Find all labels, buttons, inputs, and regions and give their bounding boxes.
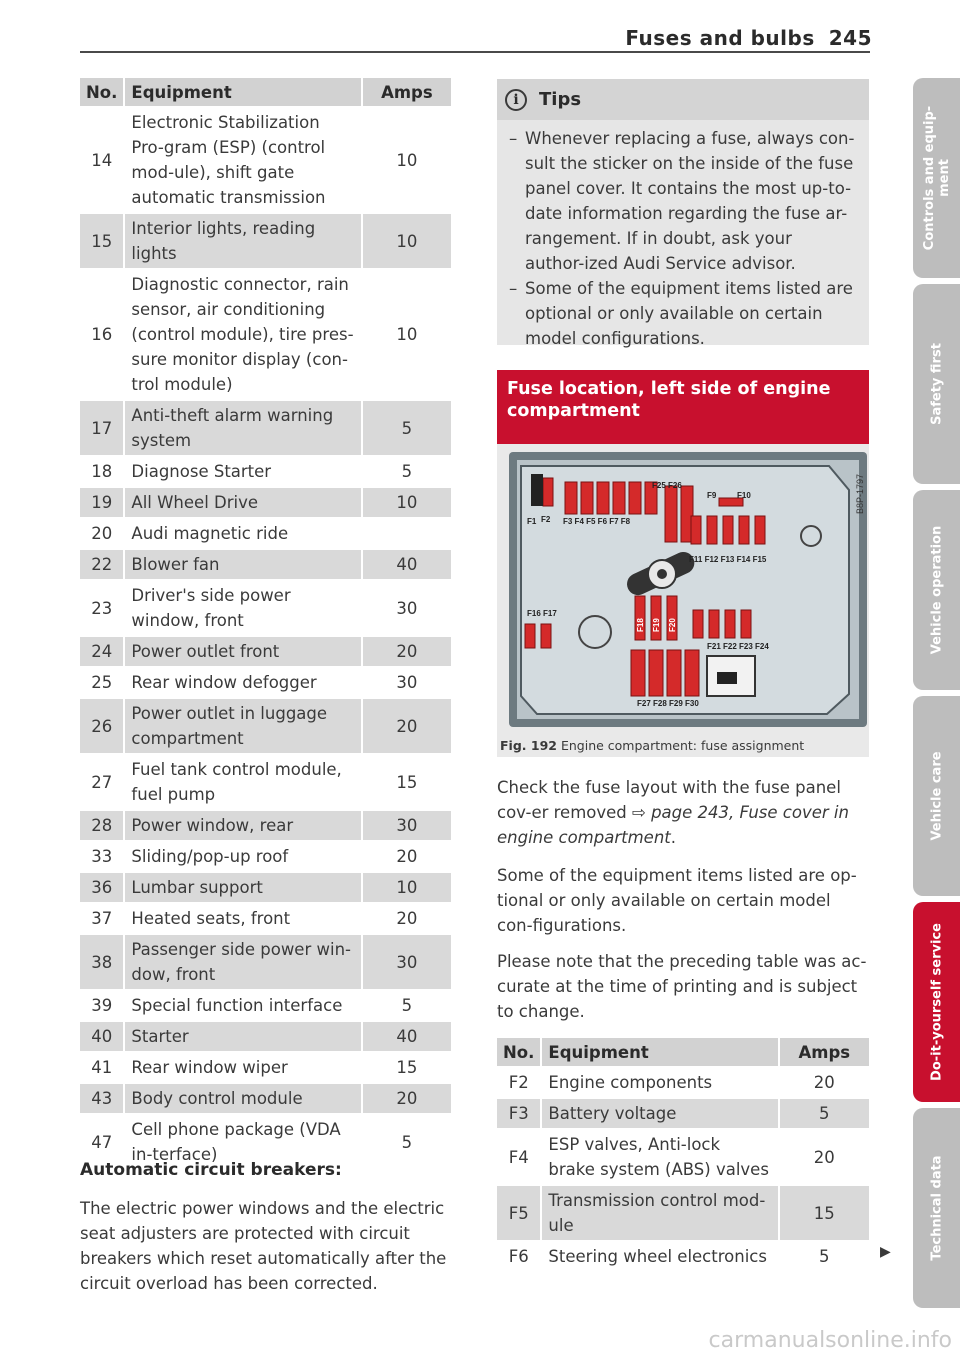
fuse-number: 24: [80, 637, 125, 668]
watermark: carmanualsonline.info: [708, 1328, 952, 1353]
fuse-amps: 5: [363, 401, 451, 457]
table-row: [80, 550, 451, 581]
page-number: 245: [828, 26, 872, 50]
fuse-equipment: Heated seats, front: [125, 904, 362, 935]
tab-controls[interactable]: [913, 78, 960, 278]
fuse-amps: 15: [363, 1053, 451, 1084]
tips-box: [497, 79, 869, 348]
fuse-number: F2: [497, 1068, 542, 1099]
info-icon: i: [505, 89, 527, 111]
table-row: [80, 935, 451, 991]
fuse-number: 18: [80, 457, 125, 488]
fuse-label: F2: [541, 515, 551, 524]
fuse-number: 27: [80, 755, 125, 811]
fuse-label: F20: [668, 618, 677, 632]
fuse-equipment: Starter: [125, 1022, 362, 1053]
fuse-amps: 15: [780, 1186, 869, 1242]
table-row: [80, 1053, 451, 1084]
table-row: [80, 668, 451, 699]
fuse-table-engine: [497, 1038, 869, 1273]
fuse-amps: 5: [363, 457, 451, 488]
fuse-equipment: Rear window defogger: [125, 668, 362, 699]
fuse-equipment: Engine components: [542, 1068, 779, 1099]
table-row: [80, 842, 451, 873]
fuse-equipment: Sliding/pop-up roof: [125, 842, 362, 873]
table-row: [80, 904, 451, 935]
fuse-number: 39: [80, 991, 125, 1022]
fuse-equipment: Fuel tank control module, fuel pump: [125, 755, 362, 811]
fuse-number: 19: [80, 488, 125, 519]
fuse-equipment: Anti-theft alarm warning system: [125, 401, 362, 457]
fuse-equipment: Blower fan: [125, 550, 362, 581]
table-row: [497, 1130, 869, 1186]
fuse-label: F21 F22 F23 F24: [707, 642, 769, 651]
fuse-equipment: Cell phone package (VDA in-terface): [125, 1115, 362, 1171]
fuse-equipment: Transmission control mod-ule: [542, 1186, 779, 1242]
table-row: [80, 811, 451, 842]
tab-vehicle-care[interactable]: [913, 696, 960, 896]
fuse-equipment: All Wheel Drive: [125, 488, 362, 519]
section-title: Fuse location, left side of engine compartment: [497, 370, 869, 444]
fuse-equipment: Rear window wiper: [125, 1053, 362, 1084]
fuse-amps: 30: [363, 581, 451, 637]
fuse-box-illustration: [497, 444, 869, 757]
fuse-number: 16: [80, 270, 125, 401]
fuse-equipment: Special function interface: [125, 991, 362, 1022]
tab-safety[interactable]: [913, 284, 960, 484]
column-header-amps: Amps: [780, 1038, 869, 1068]
fuse-number: 22: [80, 550, 125, 581]
fuse-equipment: Interior lights, reading lights: [125, 214, 362, 270]
header-rule: [80, 51, 870, 53]
fuse-label: F19: [652, 618, 661, 632]
fuse-amps: [363, 519, 451, 550]
tab-label: Do-it-yourself service: [929, 923, 944, 1081]
fuse-number: 36: [80, 873, 125, 904]
fuse-equipment: ESP valves, Anti-lock brake system (ABS) valves: [542, 1130, 779, 1186]
fuse-number: 41: [80, 1053, 125, 1084]
paragraph-fuse-layout: [497, 775, 869, 850]
fuse-number: 33: [80, 842, 125, 873]
fuse-label: F9: [707, 491, 717, 500]
fuse-number: 40: [80, 1022, 125, 1053]
fuse-amps: 20: [363, 904, 451, 935]
table-row: [80, 699, 451, 755]
continue-arrow-icon: ▶: [880, 1244, 891, 1260]
table-row: [80, 637, 451, 668]
fuse-number: 26: [80, 699, 125, 755]
fuse-number: 38: [80, 935, 125, 991]
table-row: [80, 519, 451, 550]
fuse-amps: 10: [363, 488, 451, 519]
tab-label: Technical data: [929, 1155, 944, 1261]
fuse-equipment: Battery voltage: [542, 1099, 779, 1130]
tab-label: Vehicle operation: [929, 525, 944, 655]
fuse-number: 20: [80, 519, 125, 550]
column-header-amps: Amps: [363, 78, 451, 108]
fuse-label: F1: [527, 517, 537, 526]
fuse-label: F27 F28 F29 F30: [637, 699, 699, 708]
table-row: [80, 1022, 451, 1053]
fuse-equipment: Driver's side power window, front: [125, 581, 362, 637]
fuse-amps: 20: [363, 1084, 451, 1115]
fuse-equipment: Diagnostic connector, rain sensor, air conditioning (control module), tire pres-sure monitor display (con-trol module): [125, 270, 362, 401]
fuse-label: F3 F4 F5 F6 F7 F8: [563, 517, 631, 526]
tips-list: [497, 120, 869, 351]
tips-item: – Whenever replacing a fuse, always con-sult the sticker on the inside of the fuse panel cover. It contains the most up-to-date information regarding the fuse ar-rangement. If in doubt, ask your author-ized Audi Service advisor.: [509, 126, 855, 276]
figure-number: Fig. 192: [500, 738, 557, 753]
fuse-amps: 20: [363, 637, 451, 668]
fuse-amps: 30: [363, 935, 451, 991]
fuse-equipment: Electronic Stabilization Pro-gram (ESP) (control mod-ule), shift gate automatic transmission: [125, 108, 362, 214]
fuse-amps: 15: [363, 755, 451, 811]
fuse-amps: 10: [363, 873, 451, 904]
column-header-no: No.: [497, 1038, 542, 1068]
fuse-amps: 5: [363, 991, 451, 1022]
table-row: [497, 1099, 869, 1130]
fuse-number: 23: [80, 581, 125, 637]
fuse-equipment: Lumbar support: [125, 873, 362, 904]
table-row: [80, 270, 451, 401]
fuse-number: F6: [497, 1242, 542, 1273]
fuse-label: F18: [636, 618, 645, 632]
fuse-amps: 5: [780, 1099, 869, 1130]
fuse-label: F16 F17: [527, 609, 557, 618]
table-row: [80, 214, 451, 270]
tab-vehicle-operation[interactable]: [913, 490, 960, 690]
table-row: [497, 1242, 869, 1273]
fuse-number: 25: [80, 668, 125, 699]
fuse-amps: 20: [780, 1068, 869, 1099]
fuse-table-main: [80, 78, 451, 1171]
fuse-number: 28: [80, 811, 125, 842]
fuse-equipment: Passenger side power win-dow, front: [125, 935, 362, 991]
paragraph-text: Check the fuse layout with the fuse panel cov-er removed: [497, 778, 841, 822]
table-row: [80, 457, 451, 488]
table-row: [80, 873, 451, 904]
table-row: [80, 401, 451, 457]
tab-do-it-yourself[interactable]: [913, 902, 960, 1102]
tab-label: Safety first: [929, 343, 944, 425]
fuse-number: 14: [80, 108, 125, 214]
table-row: [497, 1186, 869, 1242]
fuse-label: F25 F26: [652, 481, 682, 490]
fuse-amps: 10: [363, 214, 451, 270]
fuse-amps: 5: [780, 1242, 869, 1273]
fuse-equipment: Audi magnetic ride: [125, 519, 362, 550]
fuse-amps: 40: [363, 1022, 451, 1053]
figure-caption-text: Engine compartment: fuse assignment: [560, 738, 805, 753]
fuse-label: F10: [737, 491, 751, 500]
fuse-equipment: Power outlet in luggage compartment: [125, 699, 362, 755]
fuse-equipment: Power outlet front: [125, 637, 362, 668]
figure-code: B8P-1797: [855, 474, 865, 515]
tab-label: Vehicle care: [929, 751, 944, 841]
fuse-amps: 20: [780, 1130, 869, 1186]
fuse-amps: 5: [363, 1115, 451, 1171]
table-row: [80, 1084, 451, 1115]
fuse-equipment: Diagnose Starter: [125, 457, 362, 488]
fuse-number: 17: [80, 401, 125, 457]
fuse-amps: 30: [363, 668, 451, 699]
column-header-equipment: Equipment: [542, 1038, 779, 1068]
tips-item: – Some of the equipment items listed are optional or only available on certain model configurations.: [509, 276, 855, 351]
breakers-text: The electric power windows and the electric seat adjusters are protected with circuit breakers which reset automatically after the circuit overload has been corrected.: [80, 1199, 447, 1293]
table-row: [80, 581, 451, 637]
fuse-number: 43: [80, 1084, 125, 1115]
fuse-number: 15: [80, 214, 125, 270]
fuse-amps: 40: [363, 550, 451, 581]
fuse-amps: 10: [363, 270, 451, 401]
table-row: [80, 755, 451, 811]
paragraph-optional-equipment: Some of the equipment items listed are op-tional or only available on certain model con-figurations.: [497, 866, 857, 935]
tips-title: Tips: [539, 89, 582, 110]
fuse-number: 47: [80, 1115, 125, 1171]
breakers-heading: Automatic circuit breakers:: [80, 1160, 342, 1180]
column-header-equipment: Equipment: [125, 78, 362, 108]
fuse-number: 37: [80, 904, 125, 935]
tab-technical-data[interactable]: [913, 1108, 960, 1308]
table-row: [80, 108, 451, 214]
fuse-amps: 20: [363, 699, 451, 755]
page-header: [625, 26, 872, 50]
fuse-amps: 20: [363, 842, 451, 873]
fuse-number: F3: [497, 1099, 542, 1130]
figure-caption: [500, 738, 804, 753]
tab-label: Controls and equip-ment: [921, 105, 952, 251]
fuse-label: F11 F12 F13 F14 F15: [689, 555, 767, 564]
fuse-amps: 10: [363, 108, 451, 214]
tips-header: [497, 79, 869, 120]
paragraph-printing-note: Please note that the preceding table was ac-curate at the time of printing and is subject to change.: [497, 952, 867, 1021]
fuse-number: F5: [497, 1186, 542, 1242]
fuse-equipment: Power window, rear: [125, 811, 362, 842]
fuse-equipment: Body control module: [125, 1084, 362, 1115]
fuse-figure: [497, 444, 869, 757]
fuse-amps: 30: [363, 811, 451, 842]
header-title: Fuses and bulbs: [625, 26, 815, 50]
fuse-equipment: Steering wheel electronics: [542, 1242, 779, 1273]
paragraph-text: .: [670, 828, 676, 847]
table-row: [80, 991, 451, 1022]
table-row: [80, 488, 451, 519]
page-reference-link[interactable]: ⇨ page 243, Fuse cover in engine compartment: [497, 803, 849, 847]
column-header-no: No.: [80, 78, 125, 108]
table-row: [497, 1068, 869, 1099]
fuse-number: F4: [497, 1130, 542, 1186]
